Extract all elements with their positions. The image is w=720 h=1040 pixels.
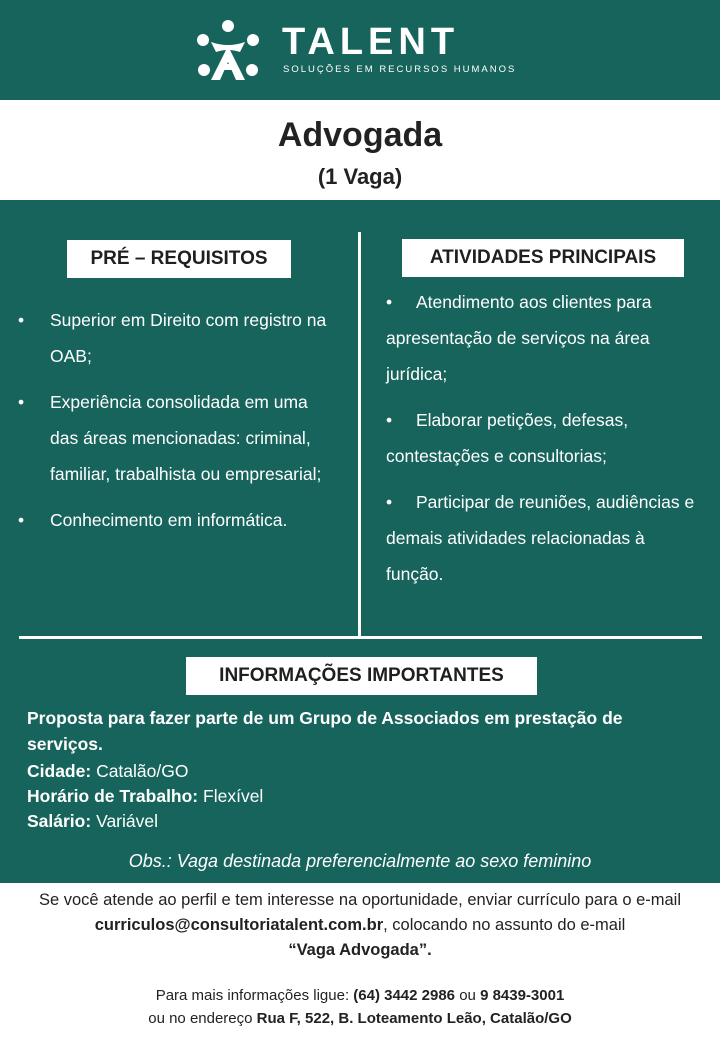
address-row (0, 1007, 720, 1030)
hours-value: Flexível (203, 786, 264, 806)
activity-text: Atendimento aos clientes para apresentação de serviços na área jurídica; (386, 292, 652, 384)
talent-logo-icon (193, 18, 263, 84)
footer (0, 883, 720, 1040)
apply-intro: Se você atende ao perfil e tem interesse na oportunidade, enviar currículo para o e-mail (38, 891, 682, 909)
salary-value: Variável (96, 811, 159, 831)
city-row (27, 759, 697, 784)
phone-secondary[interactable]: 9 8439-3001 (480, 987, 565, 1004)
activity-text: Elaborar petições, defesas, contestações e consultorias; (386, 410, 629, 466)
title-section (0, 100, 720, 200)
city-value: Catalão/GO (96, 761, 189, 781)
observation-note: Obs.: Vaga destinada preferencialmente ao sexo feminino (128, 851, 592, 871)
list-item (18, 302, 338, 374)
city-label: Cidade: (27, 761, 92, 781)
bullet-icon: • (18, 310, 25, 330)
vacancy-count: (1 Vaga) (317, 164, 403, 189)
brand-name: TALENT (282, 21, 460, 63)
header-banner (0, 0, 720, 100)
requirement-text: Experiência consolidada em uma das áreas mencionadas: criminal, familiar, trabalhista ou empresarial; (50, 392, 322, 484)
phone-row (0, 984, 720, 1007)
horizontal-divider (19, 636, 702, 639)
list-item (386, 402, 701, 474)
apply-middle: , colocando no assunto do e-mail (383, 916, 626, 934)
info-heading: INFORMAÇÕES IMPORTANTES (186, 657, 537, 695)
email-link[interactable]: curriculos@consultoriatalent.com.br (94, 916, 384, 934)
requirements-heading: PRÉ – REQUISITOS (67, 240, 291, 278)
phone-or: ou (459, 987, 476, 1004)
salary-row (27, 809, 697, 834)
address-intro: ou no endereço (148, 1010, 253, 1027)
vertical-divider (358, 232, 361, 636)
bullet-icon: • (18, 510, 25, 530)
phone-intro: Para mais informações ligue: (155, 987, 350, 1004)
bullet-icon: • (386, 492, 393, 512)
address-value: Rua F, 522, B. Loteamento Leão, Catalão/GO (256, 1010, 572, 1027)
activity-text: Participar de reuniões, audiências e demais atividades relacionadas à função. (386, 492, 695, 584)
info-section (27, 705, 697, 834)
brand-tagline: SOLUÇÕES EM RECURSOS HUMANOS (283, 64, 517, 75)
bullet-icon: • (386, 410, 393, 430)
list-item (386, 484, 701, 592)
activities-list (386, 284, 701, 602)
requirement-text: Superior em Direito com registro na OAB; (50, 310, 327, 366)
bullet-icon: • (18, 392, 25, 412)
details-panel (0, 200, 720, 883)
proposal-text: Proposta para fazer parte de um Grupo de Associados em prestação de serviços. (27, 708, 623, 754)
salary-label: Salário: (27, 811, 92, 831)
job-title: Advogada (277, 116, 443, 154)
email-subject: “Vaga Advogada”. (288, 941, 432, 959)
list-item (386, 284, 701, 392)
requirements-list (18, 302, 338, 548)
phone-primary[interactable]: (64) 3442 2986 (353, 987, 456, 1004)
bullet-icon: • (386, 292, 393, 312)
contact-info (0, 984, 720, 1030)
requirement-text: Conhecimento em informática. (50, 510, 288, 530)
hours-row (27, 784, 697, 809)
list-item (18, 502, 338, 538)
activities-heading: ATIVIDADES PRINCIPAIS (402, 239, 684, 277)
list-item (18, 384, 338, 492)
apply-instructions (12, 888, 708, 963)
hours-label: Horário de Trabalho: (27, 786, 199, 806)
